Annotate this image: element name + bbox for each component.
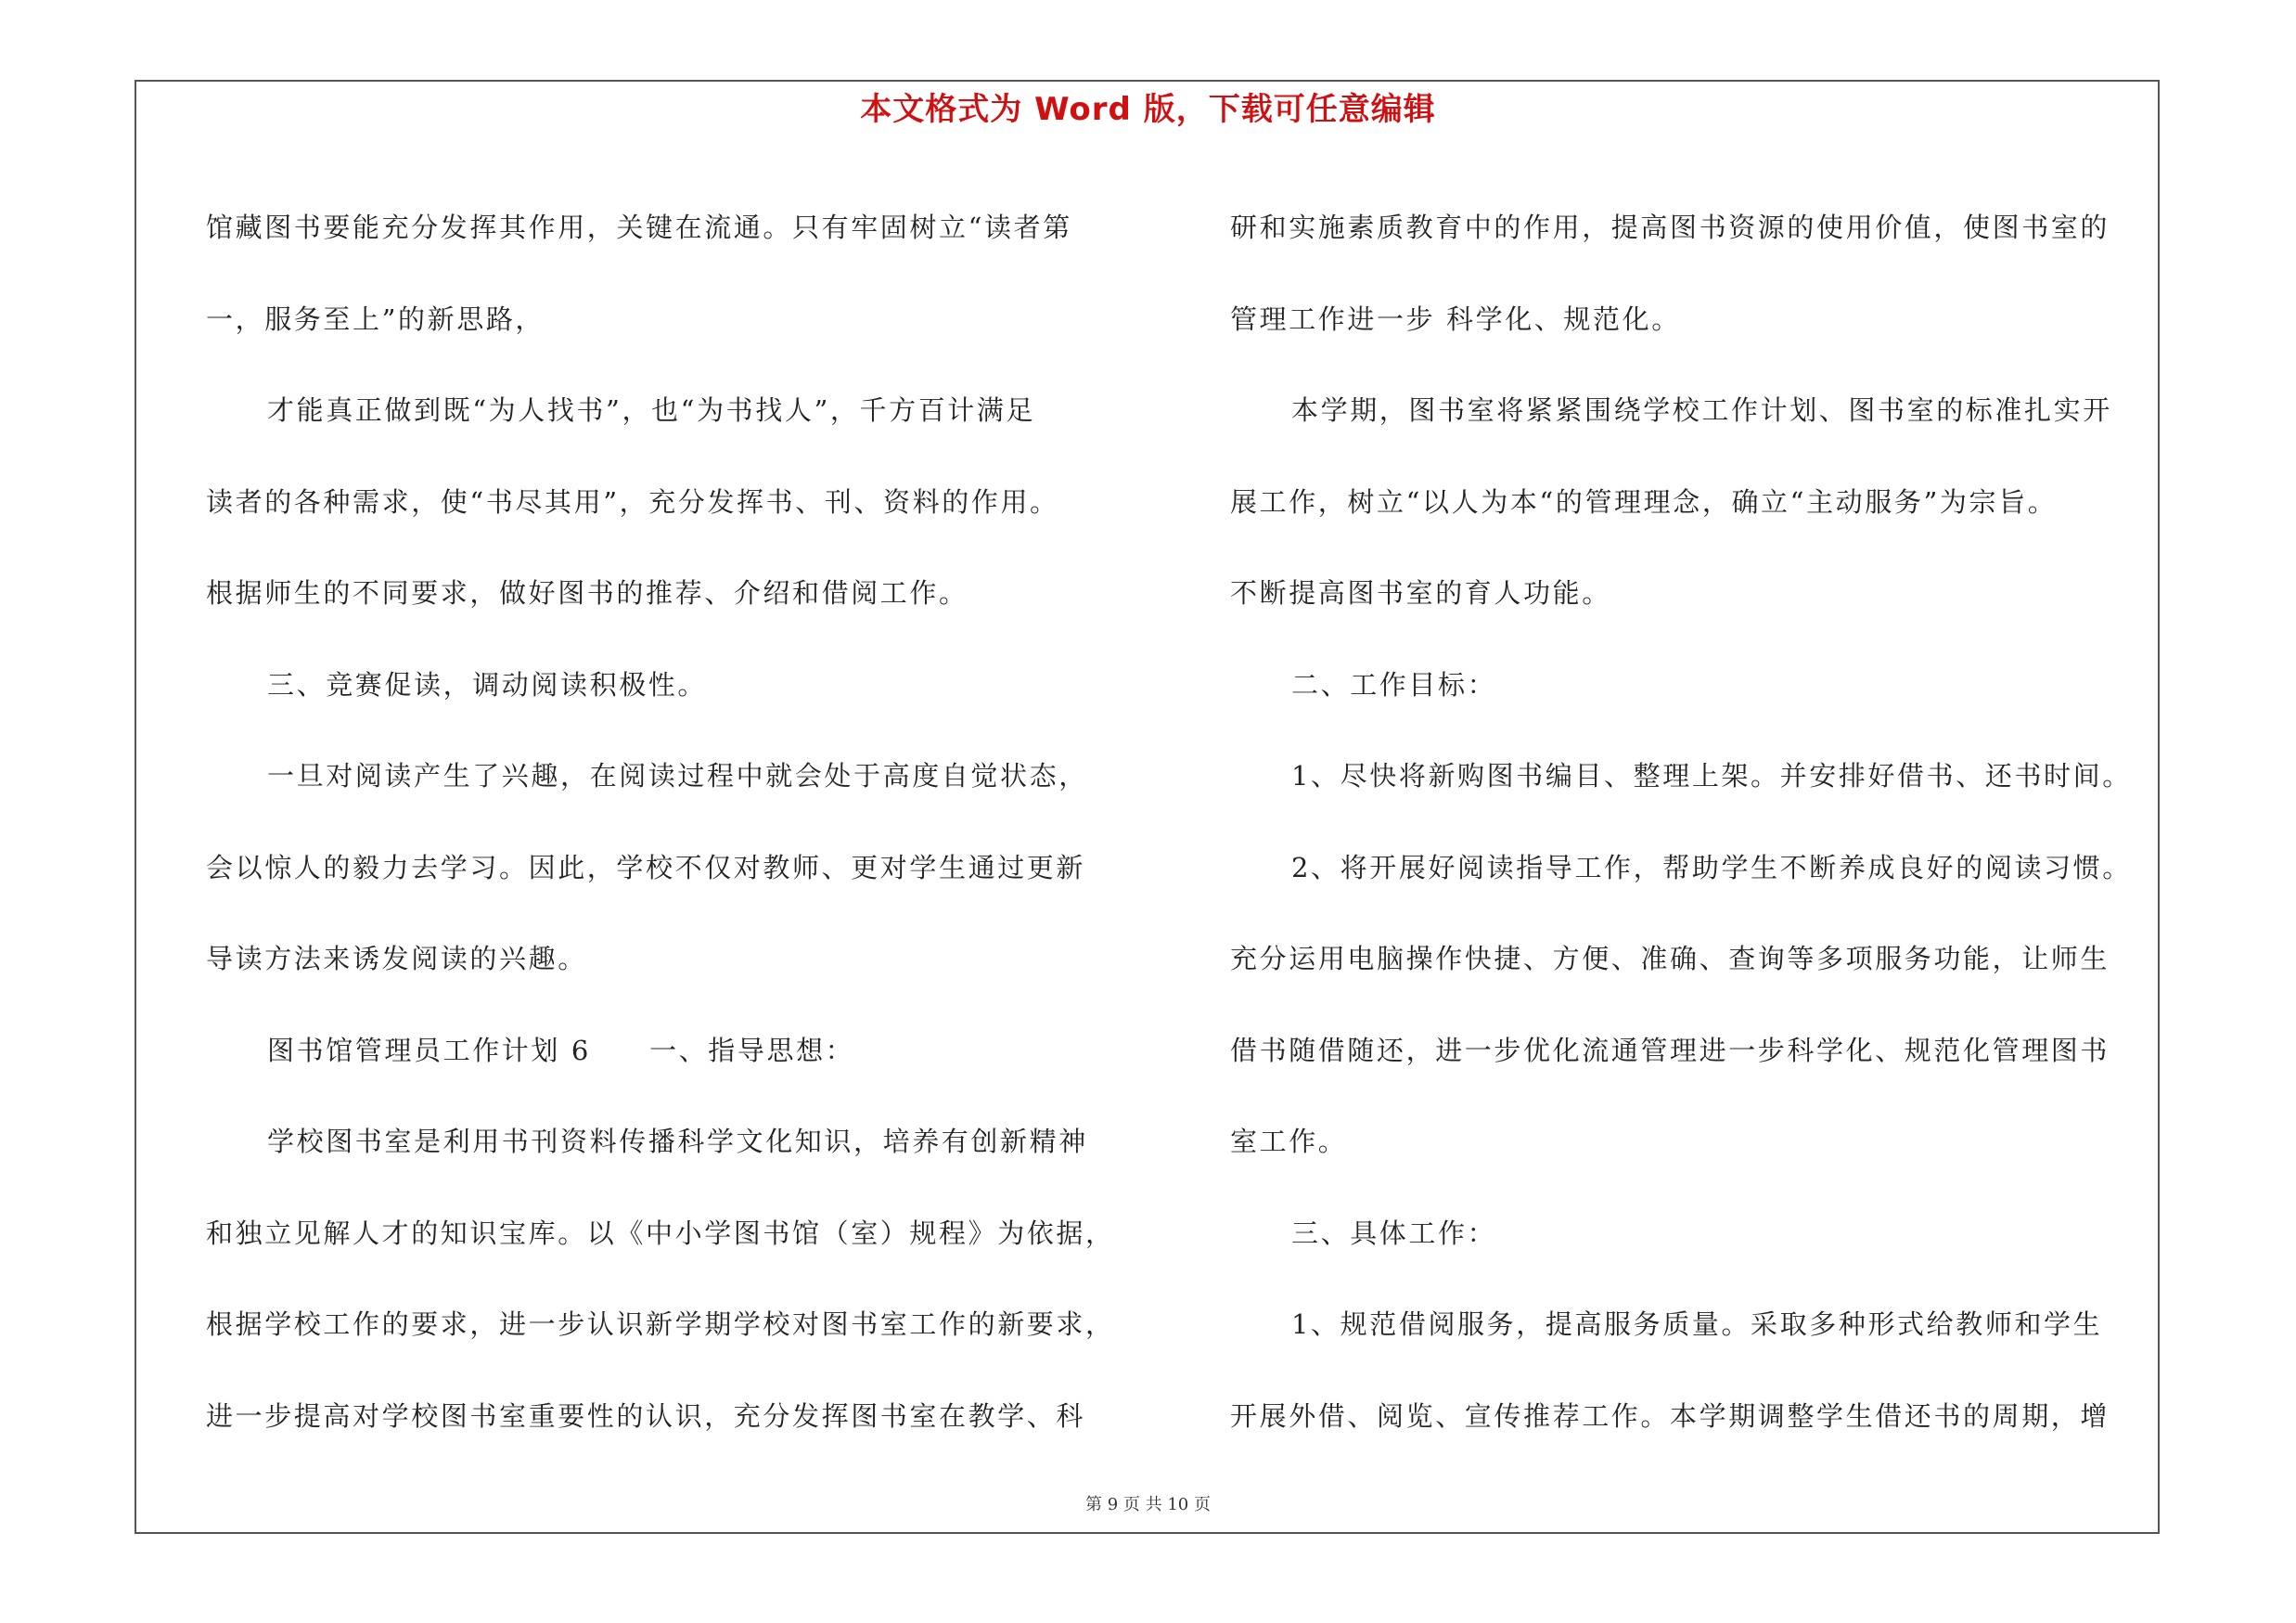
text-line: 不断提高图书室的育人功能。 — [1230, 577, 1611, 609]
page-number: 第 9 页 共 10 页 — [1085, 1495, 1211, 1514]
text-line: 研和实施素质教育中的作用，提高图书资源的使用价值，使图书室的 — [1230, 212, 2110, 243]
text-line: 1、尽快将新购图书编目、整理上架。并安排好借书、还书时间。 — [1291, 760, 2132, 792]
text-line: 读者的各种需求，使“书尽其用”，充分发挥书、刊、资料的作用。 — [206, 485, 1059, 518]
text-line: 本学期，图书室将紧紧围绕学校工作计划、图书室的标准扎实开 — [1291, 394, 2112, 426]
text-line: 一，服务至上”的新思路， — [206, 303, 545, 335]
text-line: 和独立见解人才的知识宝库。以《中小学图书馆（室）规程》为依据， — [206, 1217, 1115, 1249]
text-line: 馆藏图书要能充分发挥其作用，关键在流通。只有牢固树立“读者第 — [206, 212, 1072, 243]
text-line: 管理工作进一步 科学化、规范化。 — [1230, 303, 1681, 335]
text-line: 一旦对阅读产生了兴趣，在阅读过程中就会处于高度自觉状态， — [267, 760, 1088, 792]
text-line: 导读方法来诱发阅读的兴趣。 — [206, 943, 587, 974]
text-line: 展工作，树立“以人为本“的管理理念，确立“主动服务”为宗旨。 — [1230, 485, 2058, 518]
text-line: 二、工作目标： — [1291, 668, 1497, 701]
text-line: 室工作。 — [1230, 1126, 1348, 1157]
format-banner: 本文格式为 Word 版，下载可任意编辑 — [860, 91, 1436, 128]
text-line: 开展外借、阅览、宣传推荐工作。本学期调整学生借还书的周期，增 — [1230, 1399, 2110, 1432]
text-line: 2、将开展好阅读指导工作，帮助学生不断养成良好的阅读习惯。 — [1291, 851, 2132, 883]
text-line: 学校图书室是利用书刊资料传播科学文化知识，培养有创新精神 — [267, 1126, 1088, 1157]
text-line: 借书随借随还，进一步优化流通管理进一步科学化、规范化管理图书 — [1230, 1034, 2110, 1066]
left-column — [206, 182, 1134, 1462]
text-line: 才能真正做到既“为人找书”，也“为书找人”，千方百计满足 — [267, 394, 1036, 426]
text-line: 充分运用电脑操作快捷、方便、准确、查询等多项服务功能，让师生 — [1230, 943, 2110, 974]
text-line: 三、具体工作： — [1291, 1217, 1497, 1249]
text-line: 进一步提高对学校图书室重要性的认识，充分发挥图书室在教学、科 — [206, 1399, 1086, 1432]
text-line: 根据学校工作的要求，进一步认识新学期学校对图书室工作的新要求， — [206, 1308, 1115, 1340]
right-column — [1230, 182, 2167, 1462]
text-line: 图书馆管理员工作计划 6 一、指导思想： — [267, 1034, 855, 1066]
text-line: 根据师生的不同要求，做好图书的推荐、介绍和借阅工作。 — [206, 577, 968, 609]
text-line: 三、竞赛促读，调动阅读积极性。 — [267, 668, 708, 701]
text-line: 1、规范借阅服务，提高服务质量。采取多种形式给教师和学生 — [1291, 1308, 2103, 1340]
text-line: 会以惊人的毅力去学习。因此，学校不仅对教师、更对学生通过更新 — [206, 851, 1086, 883]
